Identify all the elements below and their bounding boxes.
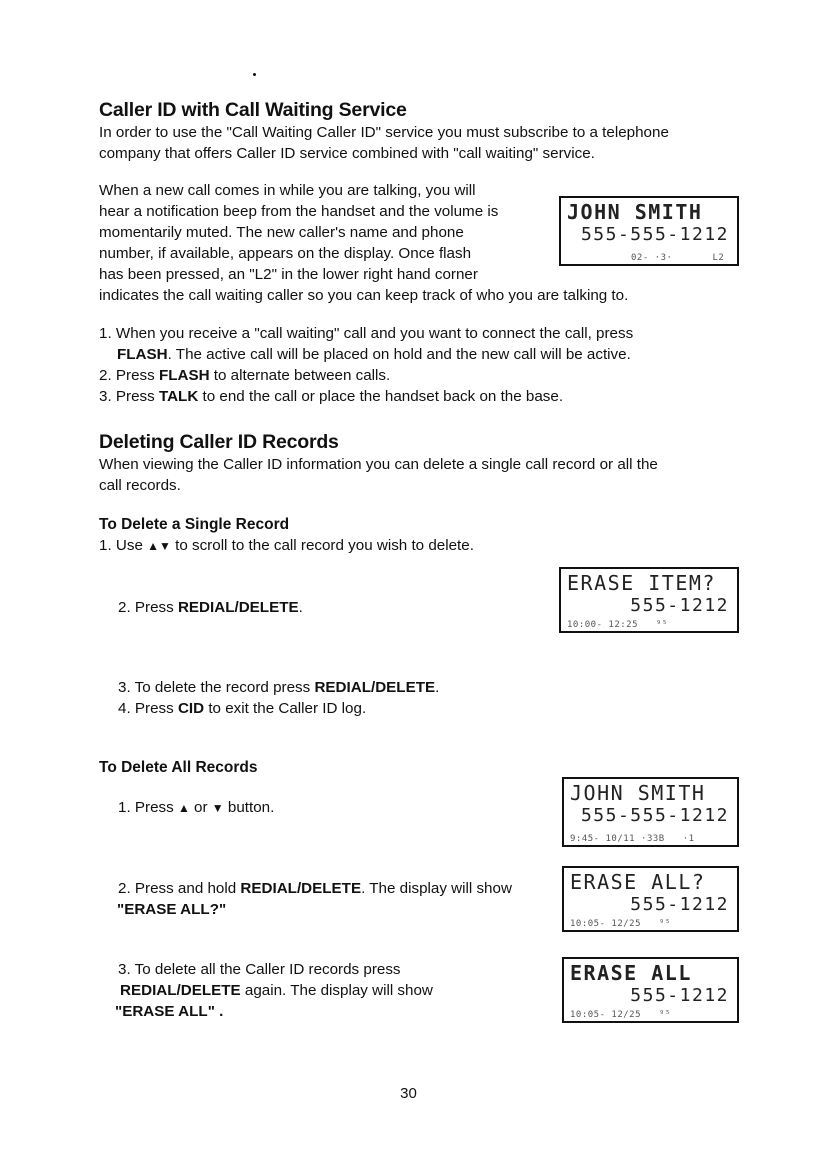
all-step-3-line-3: "ERASE ALL" . bbox=[115, 1003, 224, 1020]
lcd-line-number: 555-555-1212 bbox=[580, 805, 729, 826]
lcd-line-info: 10:05- 12/25 ⁹⁵ bbox=[570, 1010, 671, 1020]
page-number: 30 bbox=[400, 1085, 417, 1102]
section-title-call-waiting: Caller ID with Call Waiting Service bbox=[99, 99, 407, 121]
all-step-2-line-2: "ERASE ALL?" bbox=[117, 901, 227, 918]
lcd-line-number: 555-1212 bbox=[630, 595, 729, 616]
delete-intro-line-2: call records. bbox=[99, 477, 181, 494]
heading-delete-single: To Delete a Single Record bbox=[99, 516, 290, 533]
step-3: 3. Press TALK to end the call or place the handset back on the base. bbox=[99, 388, 564, 405]
single-step-1: 1. Use ▲▼ to scroll to the call record you wish to delete. bbox=[99, 537, 474, 554]
up-arrow-icon: ▲ bbox=[177, 801, 190, 815]
lcd-line-number: 555-1212 bbox=[630, 894, 729, 915]
lcd-john-smith-display bbox=[562, 777, 739, 847]
heading-delete-all: To Delete All Records bbox=[99, 759, 258, 776]
step-1a: 1. When you receive a "call waiting" call and you want to connect the call, press bbox=[99, 325, 634, 342]
section-title-deleting: Deleting Caller ID Records bbox=[99, 431, 339, 453]
stray-mark bbox=[253, 73, 256, 76]
lcd-line-number: 555-1212 bbox=[630, 985, 729, 1006]
lcd-line-number: 555-555-1212 bbox=[580, 224, 729, 245]
all-step-3-line-2: REDIAL/DELETE again. The display will show bbox=[120, 982, 433, 999]
lcd-line-prompt: ERASE ITEM? bbox=[567, 571, 716, 595]
lcd-call-waiting-display bbox=[559, 196, 739, 266]
step-2: 2. Press FLASH to alternate between calls. bbox=[99, 367, 391, 384]
lcd-line-info: 02- ·3· L2 bbox=[631, 253, 725, 263]
single-step-3: 3. To delete the record press REDIAL/DELETE. bbox=[118, 679, 440, 696]
all-step-3-line-1: 3. To delete all the Caller ID records press bbox=[118, 961, 401, 978]
para-line-2: hear a notification beep from the handset and the volume is bbox=[99, 203, 499, 220]
delete-intro-line-1: When viewing the Caller ID information you can delete a single call record or all the bbox=[99, 456, 658, 473]
lcd-erase-all-display bbox=[562, 957, 739, 1023]
all-step-2-line-1: 2. Press and hold REDIAL/DELETE. The display will show bbox=[118, 880, 512, 897]
up-down-arrow-icons: ▲▼ bbox=[147, 539, 171, 553]
lcd-erase-item-display bbox=[559, 567, 739, 633]
para-line-1: When a new call comes in while you are talking, you will bbox=[99, 182, 476, 199]
single-step-2: 2. Press REDIAL/DELETE. bbox=[118, 599, 303, 616]
l2-indicator: L2 bbox=[712, 253, 725, 263]
lcd-line-info: 10:00- 12:25 ⁹⁵ bbox=[567, 620, 668, 630]
para-line-3: momentarily muted. The new caller's name and phone bbox=[99, 224, 464, 241]
single-step-4: 4. Press CID to exit the Caller ID log. bbox=[118, 700, 367, 717]
para-line-5: has been pressed, an "L2" in the lower right hand corner bbox=[99, 266, 478, 283]
lcd-line-prompt: ERASE ALL bbox=[570, 961, 692, 985]
lcd-line-name: JOHN SMITH bbox=[567, 200, 703, 224]
para-line-4: number, if available, appears on the display. Once flash bbox=[99, 245, 472, 262]
intro-line-1: In order to use the "Call Waiting Caller ID" service you must subscribe to a telephone bbox=[99, 124, 669, 141]
step-1b: FLASH. The active call will be placed on hold and the new call will be active. bbox=[117, 346, 631, 363]
lcd-erase-all-question-display bbox=[562, 866, 739, 932]
lcd-line-name: JOHN SMITH bbox=[570, 781, 706, 805]
para-line-6: indicates the call waiting caller so you can keep track of who you are talking to. bbox=[99, 287, 629, 304]
intro-line-2: company that offers Caller ID service combined with "call waiting" service. bbox=[99, 145, 595, 162]
all-step-1: 1. Press ▲ or ▼ button. bbox=[118, 799, 275, 816]
lcd-line-info: 10:05- 12/25 ⁹⁵ bbox=[570, 919, 671, 929]
lcd-line-prompt: ERASE ALL? bbox=[570, 870, 706, 894]
down-arrow-icon: ▼ bbox=[211, 801, 224, 815]
lcd-line-info: 9:45- 10/11 ·33B ·1 bbox=[570, 834, 695, 844]
